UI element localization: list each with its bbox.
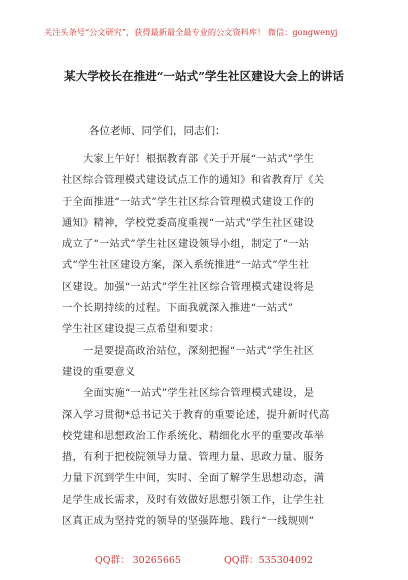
body-line: 大家上午好！根据教育部《关于开展“一站式”学生 — [83, 154, 315, 165]
body-line: 力量下沉到学生中间，实时、全面了解学生思想动态，满 — [62, 473, 325, 485]
salutation: 各位老师、同学们，同志们： — [89, 125, 226, 137]
body-line: 深入学习贯彻*总书记关于教育的重要论述，提升新时代高 — [62, 409, 330, 421]
body-line: 学生社区建设提三点希望和要求： — [62, 324, 220, 336]
footer-qq-group-2: QQ群：535304092 — [224, 555, 313, 566]
body-line: 通知》精神，学校党委高度重视“一站式”学生社区建设 — [62, 217, 315, 229]
body-line: 全面实施“一站式”学生社区综合管理模式建设，是 — [83, 388, 315, 400]
body-line: 一是要提高政治站位，深刻把握“一站式”学生社区 — [83, 345, 315, 357]
body-line: 于全面推进“一站式”学生社区综合管理模式建设工作的 — [62, 196, 315, 208]
footer — [0, 555, 408, 567]
body-line: 措，有利于把校院领导力量、管理力量、思政力量、服务 — [62, 452, 325, 464]
body-line: 区真正成为坚持党的领导的坚强阵地、践行“一线规则” — [62, 516, 315, 528]
footer-qq-group-1: QQ群： 30265665 — [95, 555, 181, 566]
document-body — [62, 149, 362, 532]
body-line: 建设的重要意义 — [62, 366, 136, 378]
body-line: 一个长期持续的过程。下面我就深入推进“一站式” — [62, 303, 294, 315]
body-line: 式”学生社区建设方案，深入系统推进“一站式”学生社 — [62, 260, 310, 272]
body-line: 校党建和思想政治工作系统化、精细化水平的重要改革举 — [62, 430, 325, 442]
body-line: 成立了“一站式”学生社区建设领导小组，制定了“一站 — [62, 239, 310, 251]
body-line: 区建设。加强“一站式”学生社区综合管理模式建设将是 — [62, 281, 315, 293]
body-line: 社区综合管理模式建设试点工作的通知》和省教育厅《关 — [62, 175, 325, 187]
document-title: 某大学校长在推进“一站式”学生社区建设大会上的讲话 — [64, 69, 344, 83]
header-banner: 关注头条号“公文研究”，获得最新最全最专业的公文资料库！ 微信：gongwenyj — [44, 27, 338, 37]
body-line: 足学生成长需求，及时有效做好思想引领工作，让学生社 — [62, 494, 325, 506]
